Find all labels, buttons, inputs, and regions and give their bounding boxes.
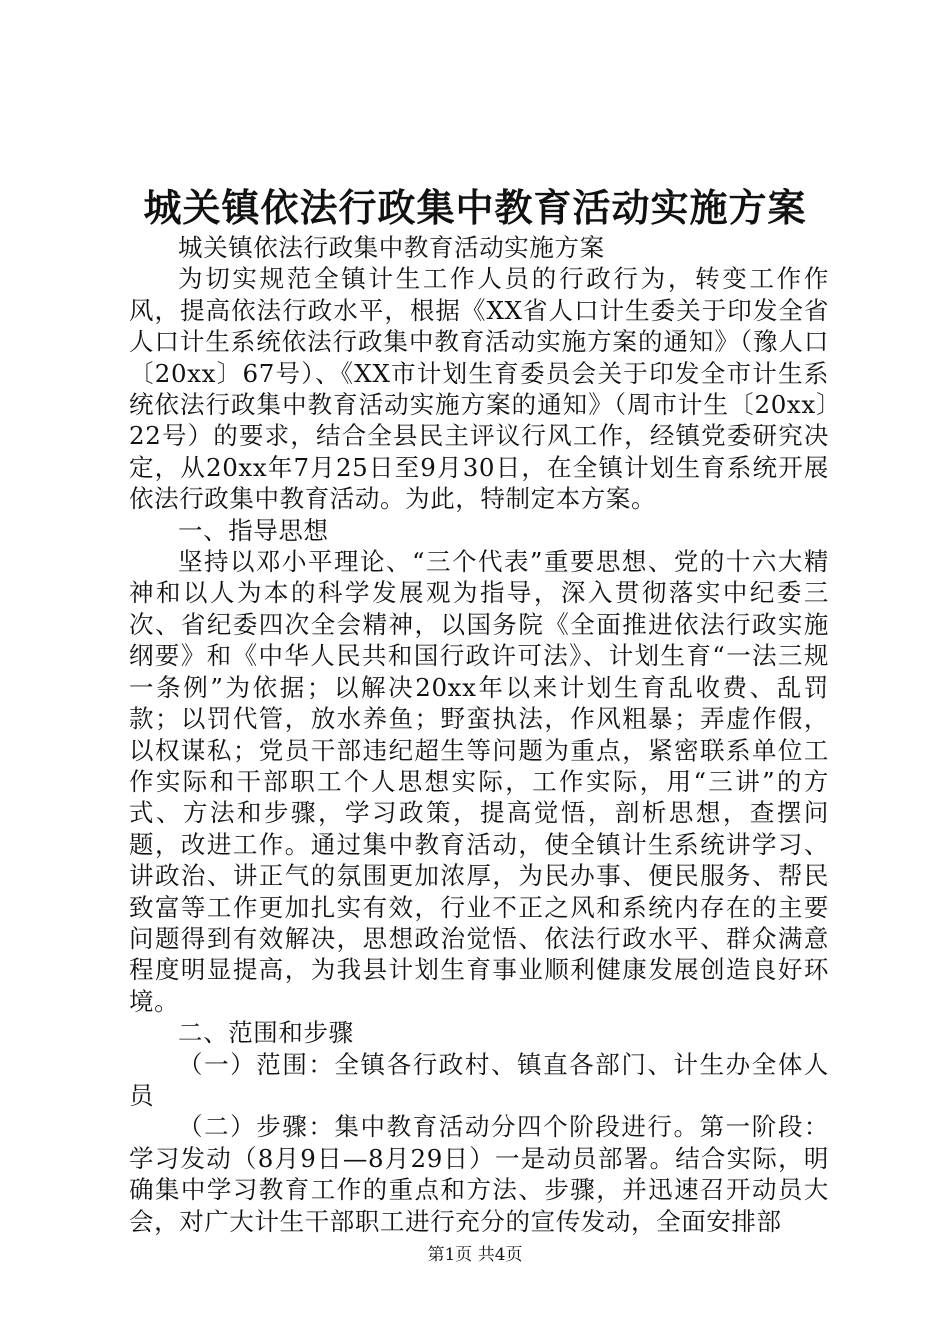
subtitle-paragraph: 城关镇依法行政集中教育活动实施方案 (178, 233, 605, 262)
guiding-thought-paragraph: 坚持以邓小平理论、“三个代表”重要思想、党的十六大精神和以人为本的科学发展观为指导，深入贯彻落实中纪委三次、省纪委四次全会精神，以国务院《全面推进依法行政实施纲要》和《中华人民共和国行政许可法》、计划生育“一法三规一条例”为依据；以解决20xx年以来计划生育乱收费、乱罚款；以罚代管，放水养鱼；野蛮执法，作风粗暴；弄虚作假，以权谋私；党员干部违纪超生等问题为重点，紧密联系单位工作实际和干部职工个人思想实际，工作实际，用“三讲”的方式、方法和步骤，学习政策，提高觉悟，剖析思想，查摆问题，改进工作。通过集中教育活动，使全镇计生系统讲学习、讲政治、讲正气的氛围更加浓厚，为民办事、便民服务、帮民致富等工作更加扎实有效，行业不正之风和系统内存在的主要问题得到有效解决，思想政治觉悟、依法行政水平、群众满意程度明显提高，为我县计划生育事业顺利健康发展创造良好环境。 (129, 547, 829, 1016)
scope-paragraph: （一）范围：全镇各行政村、镇直各部门、计生办全体人员 (129, 1049, 829, 1110)
intro-paragraph: 为切实规范全镇计生工作人员的行政行为，转变工作作风，提高依法行政水平，根据《XX省人口计生委关于印发全省人口计生系统依法行政集中教育活动实施方案的通知》（豫人口〔20xx〕67号）、《XX市计划生育委员会关于印发全市计生系统依法行政集中教育活动实施方案的通知》（周市计生〔20xx〕22号）的要求，结合全县民主评议行风工作，经镇党委研究决定，从20xx年7月25日至9月30日，在全镇计划生育系统开展依法行政集中教育活动。为此，特制定本方案。 (129, 264, 829, 514)
page-footer: 第1页 共4页 (427, 1245, 523, 1265)
document-body (129, 232, 829, 1237)
steps-paragraph: （二）步骤：集中教育活动分四个阶段进行。第一阶段：学习发动（8月9日—8月29日）一是动员部署。结合实际，明确集中学习教育工作的重点和方法、步骤，并迅速召开动员大会，对广大计生干部职工进行充分的宣传发动，全面安排部 (129, 1112, 829, 1236)
section-heading-guiding-thought: 一、指导思想 (178, 515, 329, 545)
document-title: 城关镇依法行政集中教育活动实施方案 (143, 185, 807, 230)
section-heading-scope-steps: 二、范围和步骤 (178, 1018, 354, 1048)
